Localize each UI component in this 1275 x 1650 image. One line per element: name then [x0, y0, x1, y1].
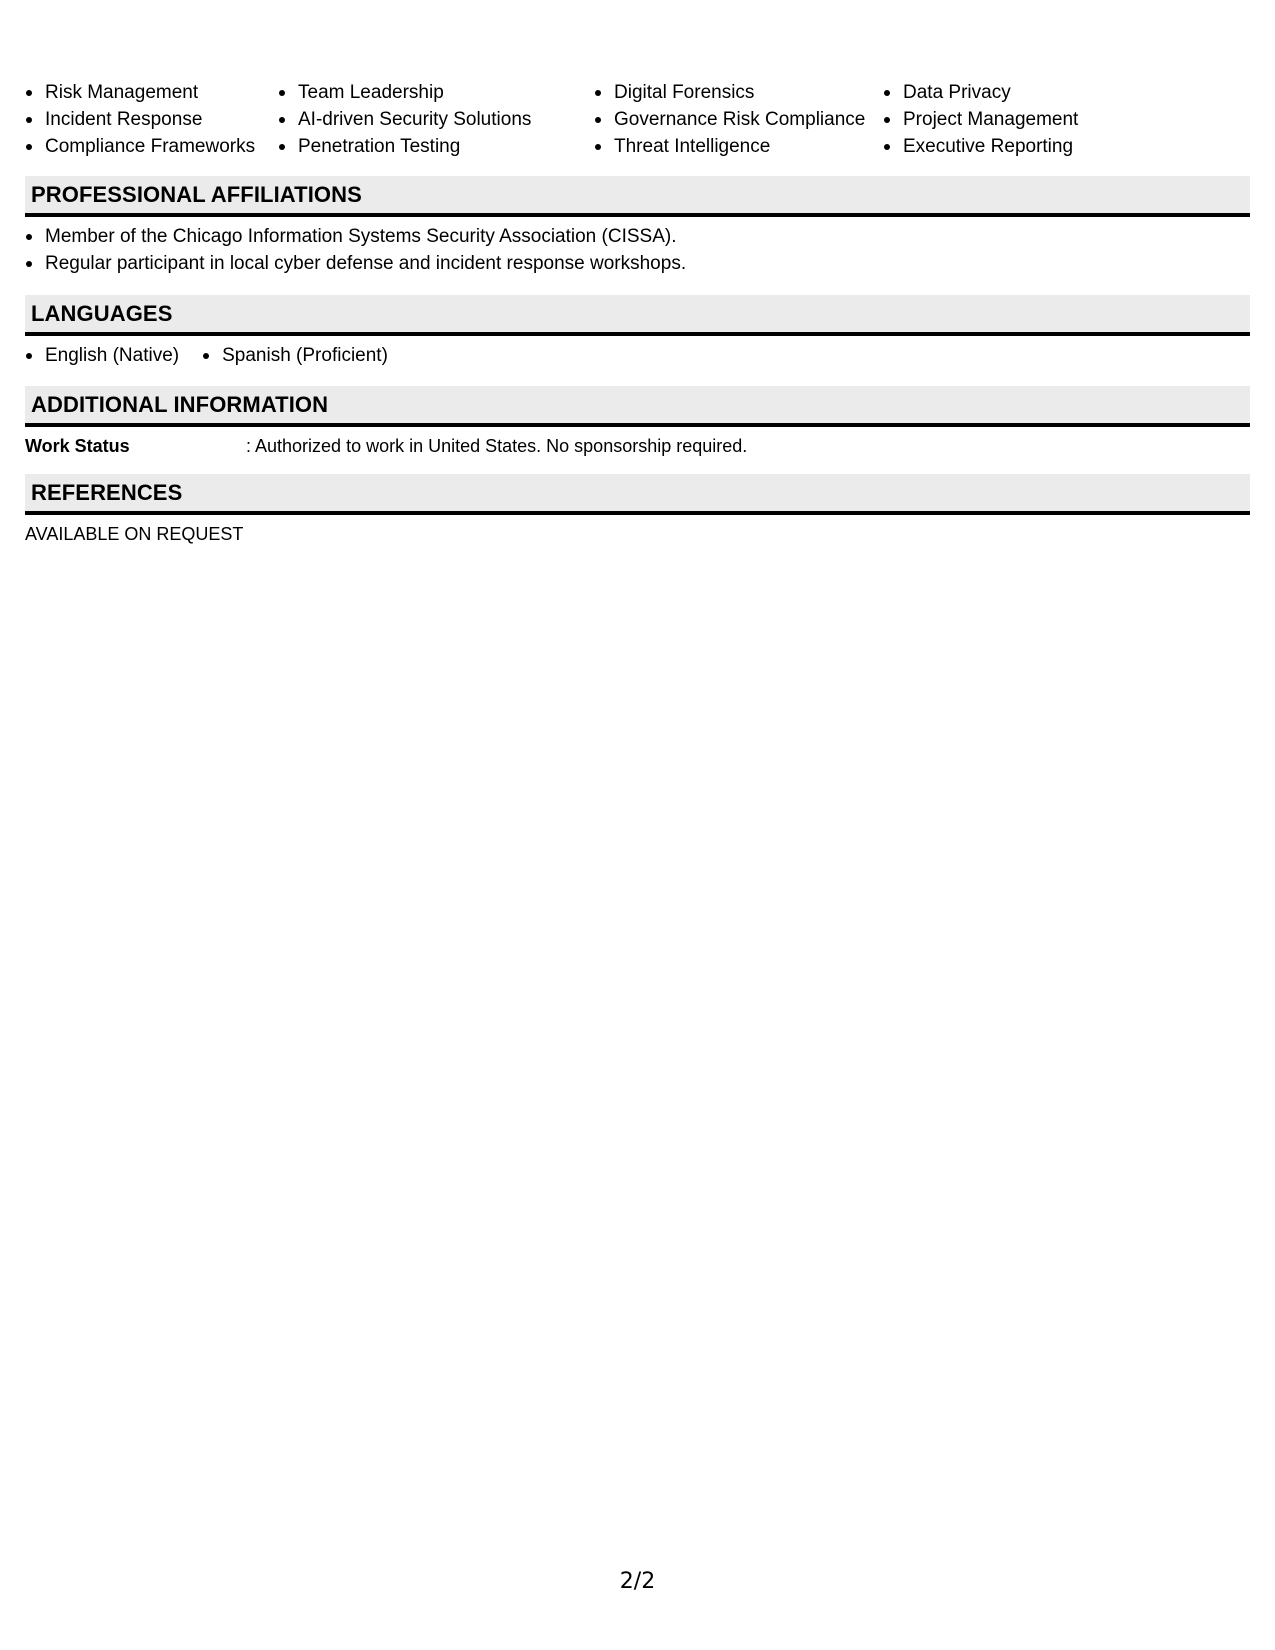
affiliations-heading: PROFESSIONAL AFFILIATIONS	[25, 176, 1250, 217]
skill-item: Team Leadership	[278, 79, 594, 106]
skills-column-2	[278, 79, 594, 160]
languages-heading: LANGUAGES	[25, 295, 1250, 336]
skill-item: Incident Response	[25, 106, 278, 133]
affiliation-item: Regular participant in local cyber defense and incident response workshops.	[25, 250, 1250, 277]
skills-column-4	[883, 79, 1183, 160]
skills-grid	[25, 79, 1250, 160]
resume-page	[25, 79, 1250, 548]
work-status-value: : Authorized to work in United States. No sponsorship required.	[246, 436, 748, 456]
additional-info-heading: ADDITIONAL INFORMATION	[25, 386, 1250, 427]
skill-item: Compliance Frameworks	[25, 133, 278, 160]
references-text: AVAILABLE ON REQUEST	[25, 524, 244, 544]
spacer	[25, 160, 1250, 176]
skill-item: Digital Forensics	[594, 79, 883, 106]
skills-column-1	[25, 79, 278, 160]
additional-info-section	[25, 386, 1250, 460]
references-body	[25, 515, 1250, 548]
spacer	[25, 460, 1250, 474]
skill-item: Risk Management	[25, 79, 278, 106]
references-section	[25, 474, 1250, 548]
skill-item: Executive Reporting	[883, 133, 1183, 160]
skill-item: Threat Intelligence	[594, 133, 883, 160]
affiliation-item: Member of the Chicago Information Systems Security Association (CISSA).	[25, 223, 1250, 250]
languages-body	[25, 336, 1250, 369]
language-item: English (Native)	[25, 342, 179, 369]
spacer	[25, 277, 1250, 295]
skill-item: AI-driven Security Solutions	[278, 106, 594, 133]
references-heading: REFERENCES	[25, 474, 1250, 515]
additional-info-body	[25, 427, 1250, 460]
skills-column-3	[594, 79, 883, 160]
affiliations-section	[25, 176, 1250, 277]
skill-item: Penetration Testing	[278, 133, 594, 160]
work-status-row	[25, 433, 1250, 460]
work-status-label: Work Status	[25, 436, 130, 456]
language-item: Spanish (Proficient)	[202, 342, 388, 369]
page-number: 2/2	[619, 1569, 656, 1594]
spacer	[25, 369, 1250, 386]
skill-item: Governance Risk Compliance	[594, 106, 883, 133]
languages-list	[25, 342, 1250, 369]
affiliations-list	[25, 223, 1250, 277]
skill-item: Project Management	[883, 106, 1183, 133]
affiliations-body	[25, 217, 1250, 277]
languages-section	[25, 295, 1250, 369]
skill-item: Data Privacy	[883, 79, 1183, 106]
